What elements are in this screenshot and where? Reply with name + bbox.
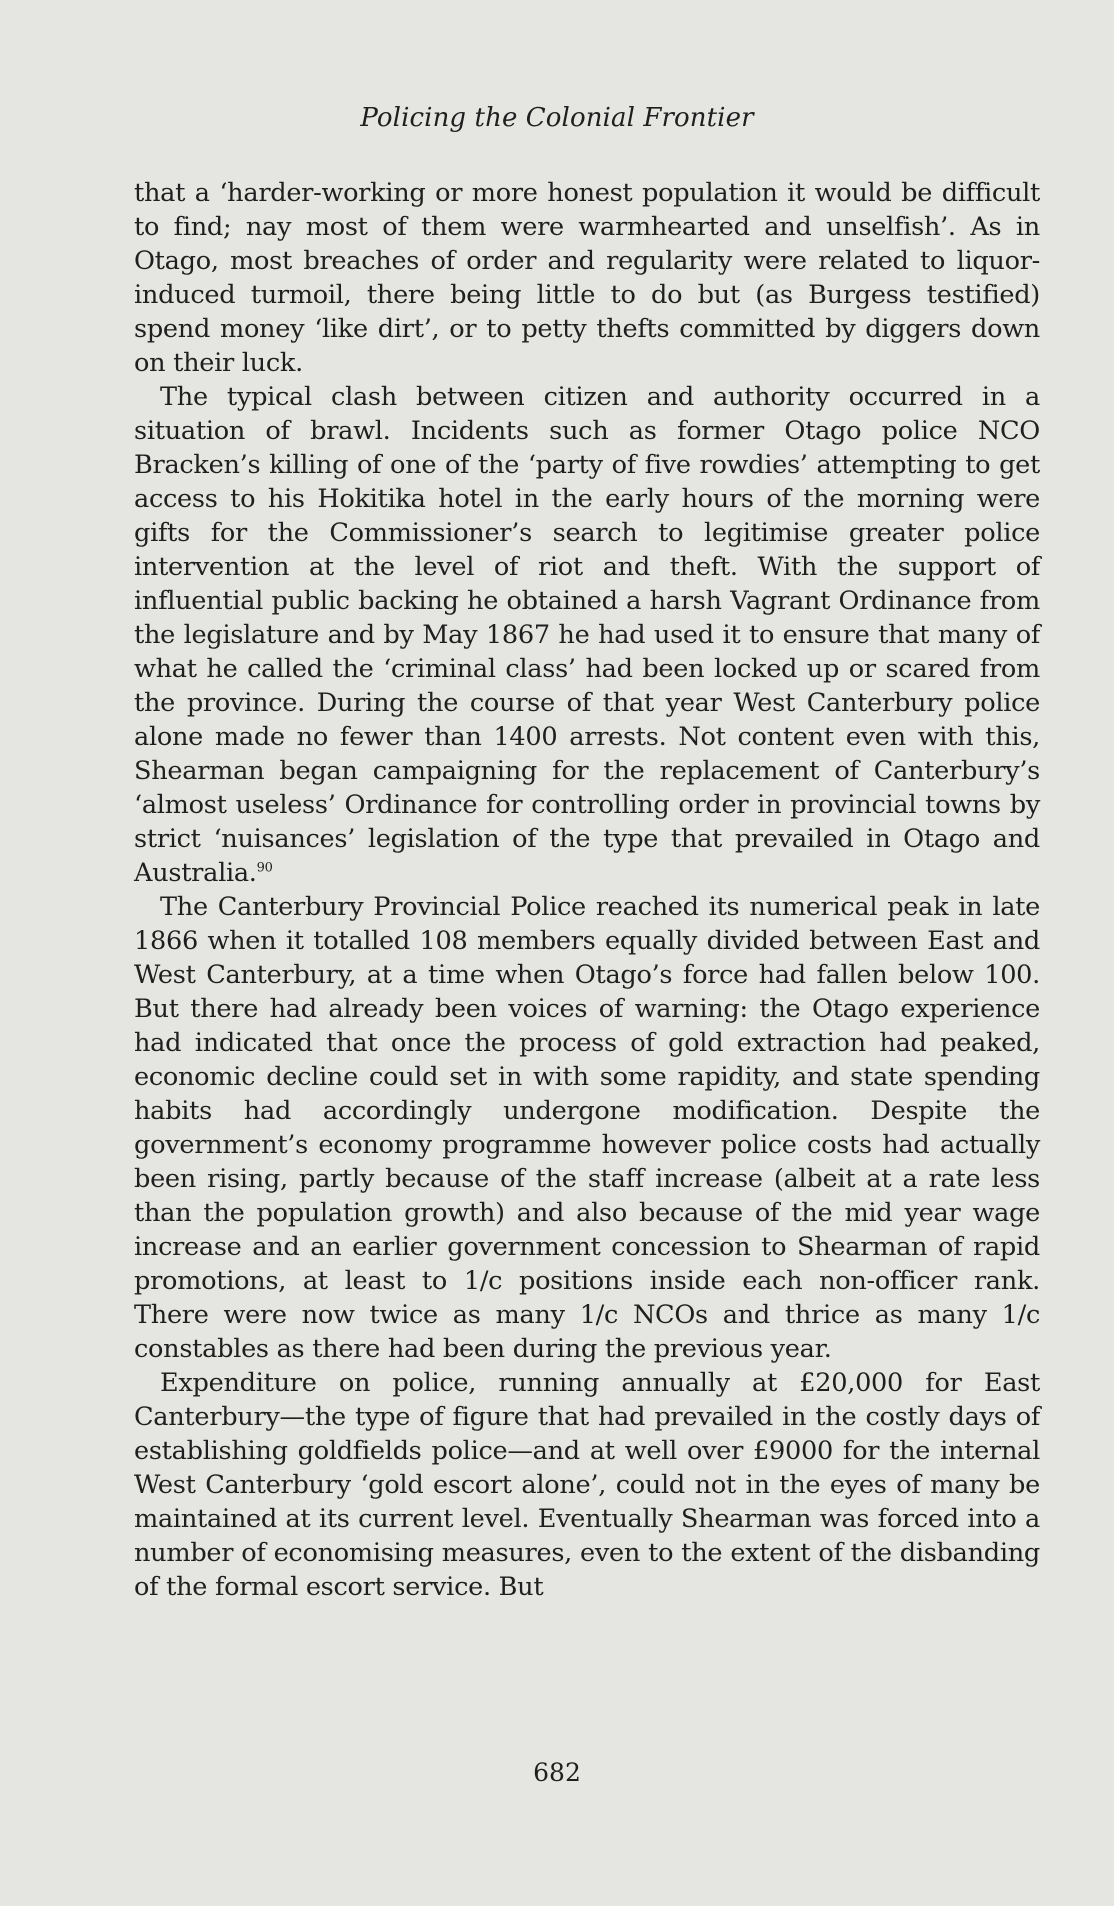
paragraph-3: The Canterbury Provincial Police reached its numerical peak in late 1866 when it totalled 108 members equally divided between East and West Canterbury, at a time when Otago’s force had fallen below 100. But there had already been voices of warning: the Otago experience had indicated that once the process of gold extraction had peaked, economic decline could set in with some rapidity, and state spending habits had accordingly undergone modification. Despite the government’s economy programme however police costs had actually been rising, partly because of the staff increase (albeit at a rate less than the population growth) and also because of the mid year wage increase and an earlier government concession to Shearman of rapid promotions, at least to 1/c positions inside each non-officer rank. There were now twice as many 1/c NCOs and thrice as many 1/c constables as there had been during the previous year.	[134, 892, 1040, 1364]
paragraph-2	[134, 380, 1040, 890]
running-head: Policing the Colonial Frontier	[360, 103, 754, 133]
footnote-reference: 90	[256, 860, 273, 876]
body-text	[134, 176, 1040, 1604]
page-number: 682	[533, 1758, 581, 1787]
paragraph-2-text: The typical clash between citizen and authority occurred in a situation of brawl. Incidents such as former Otago police NCO Bracken’s killing of one of the ‘party of five rowdies’ attempting to get access to his Hokitika hotel in the early hours of the morning were gifts for the Commissioner’s search to legitimise greater police intervention at the level of riot and theft. With the support of influential public backing he obtained a harsh Vagrant Ordinance from the legislature and by May 1867 he had used it to ensure that many of what he called the ‘criminal class’ had been locked up or scared from the province. During the course of that year West Canterbury police alone made no fewer than 1400 arrests. Not content even with this, Shearman began campaigning for the replacement of Canterbury’s ‘almost useless’ Ordinance for controlling order in provincial towns by strict ‘nuisances’ legislation of the type that prevailed in Otago and Australia.	[134, 382, 1040, 888]
paragraph-4: Expenditure on police, running annually at £20,000 for East Canterbury—the type of figure that had prevailed in the costly days of establishing goldfields police—and at well over £9000 for the internal West Canterbury ‘gold escort alone’, could not in the eyes of many be maintained at its current level. Eventually Shearman was forced into a number of economising measures, even to the extent of the disbanding of the formal escort service. But	[134, 1368, 1040, 1602]
paragraph-1: that a ‘harder-working or more honest population it would be difficult to find; nay most of them were warmhearted and unselfish’. As in Otago, most breaches of order and regularity were related to liquor-induced turmoil, there being little to do but (as Burgess testified) spend money ‘like dirt’, or to petty thefts committed by diggers down on their luck.	[134, 178, 1040, 378]
